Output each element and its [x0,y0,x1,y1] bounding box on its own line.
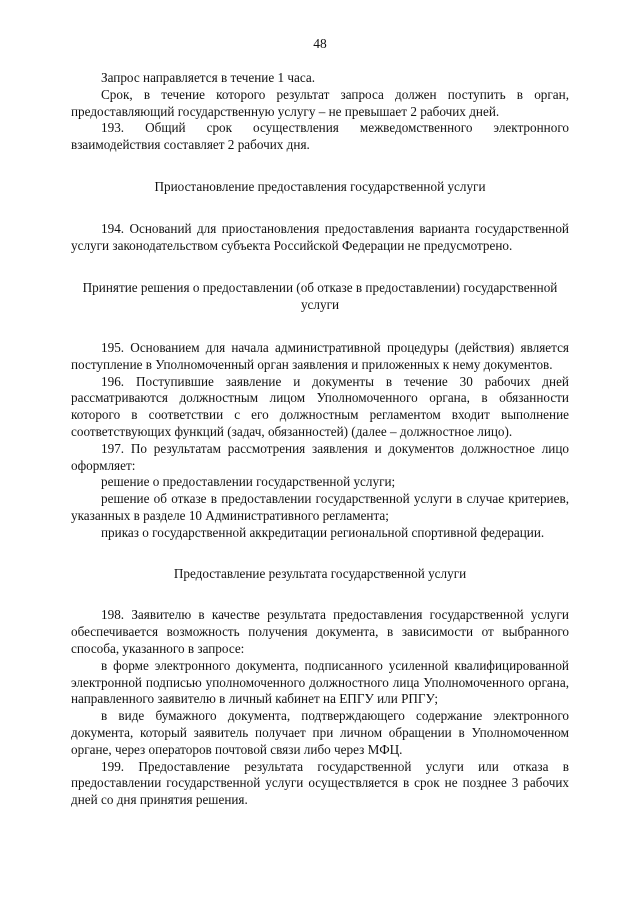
paragraph: приказ о государственной аккредитации региональной спортивной федерации. [101,524,545,540]
paragraph: решение о предоставлении государственной услуги; [101,474,396,490]
document-body [71,70,569,809]
paragraph: в виде бумажного документа, подтверждающего содержание электронного документа, который заявитель получает при личном обращении в Уполномоченном органе, через операторов почтовой связи либо через МФЦ. [71,708,569,757]
paragraph: 194. Оснований для приостановления предоставления варианта государственной услуги законодательством субъекта Российской Федерации не предусмотрено. [71,220,569,253]
paragraph: в форме электронного документа, подписанного усиленной квалифицированной электронной подписью уполномоченного должностного лица Уполномоченного органа, направленного заявителю в личный кабинет на ЕПГУ или РПГУ; [71,657,569,707]
paragraph: 199. Предоставление результата государственной услуги или отказа в предоставлении государственной услуги осуществляется в срок не позднее 3 рабочих дней со дня принятия решения. [71,758,569,808]
section-heading: Предоставление результата государственной услуги [173,565,467,581]
paragraph: решение об отказе в предоставлении государственной услуги в случае критериев, указанных в разделе 10 Административного регламента; [71,491,569,523]
section-heading: Приостановление предоставления государственной услуги [154,178,486,194]
paragraph: Запрос направляется в течение 1 часа. [101,70,316,85]
paragraph: 193. Общий срок осуществления межведомственного электронного взаимодействия составляет 2 рабочих дня. [71,120,569,153]
paragraph: 195. Основанием для начала административной процедуры (действия) является поступление в Уполномоченный орган заявления и приложенных к нему документов. [71,339,569,372]
paragraph: Срок, в течение которого результат запроса должен поступить в орган, предоставляющий государственную услугу – не превышает 2 рабочих дней. [71,86,569,119]
page-number: 48 [313,36,327,51]
section-heading: Принятие решения о предоставлении (об отказе в предоставлении) государственной услуги [82,280,558,313]
paragraph: 196. Поступившие заявление и документы в течение 30 рабочих дней рассматриваются должностным лицом Уполномоченного органа, в обязанности которого в соответствии с его должностным регламентом входит выполнение соответствующих функций (задач, обязанностей) (далее – должностное лицо). [71,373,569,439]
paragraph: 197. По результатам рассмотрения заявления и документов должностное лицо оформляет: [71,440,569,473]
paragraph: 198. Заявителю в качестве результата предоставления государственной услуги обеспечивается возможность получения документа, в зависимости от выбранного способа, указанного в запросе: [71,607,569,656]
